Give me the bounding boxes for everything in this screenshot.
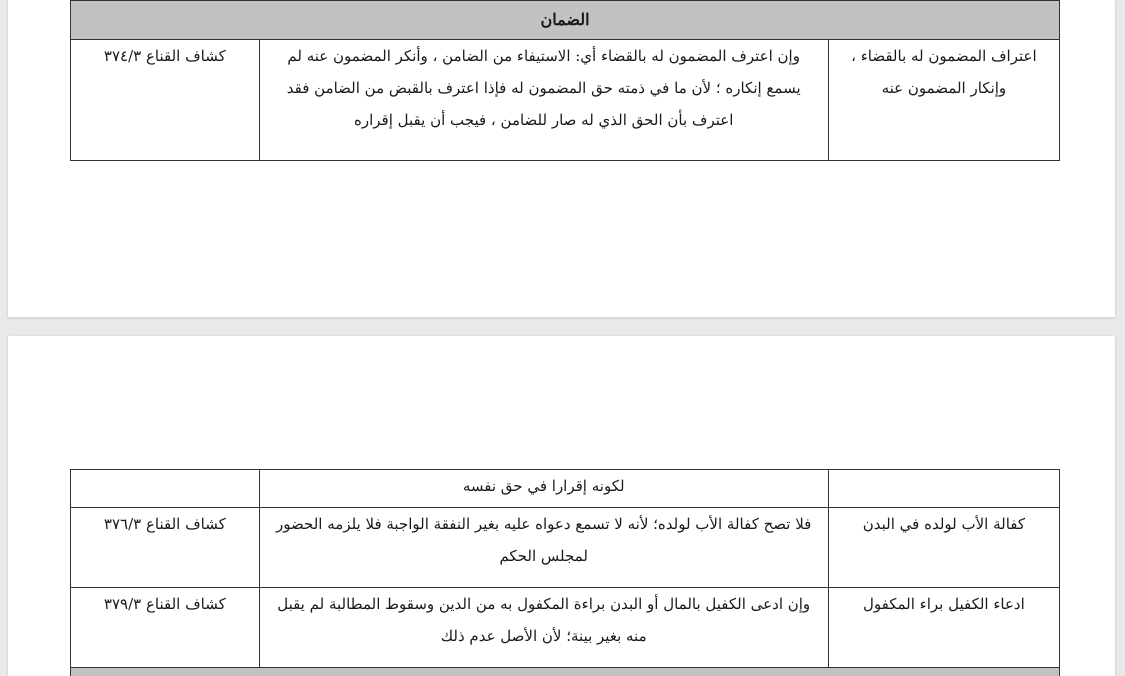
section-title: الضمان [71, 1, 1060, 40]
reference-cell: كشاف القناع ٣٧٩/٣ [71, 588, 260, 668]
rulings-table [70, 469, 1060, 676]
topic-cell: اعتراف المضمون له بالقضاء ، وإنكار المضمون عنه [828, 40, 1059, 161]
document-page-1 [8, 0, 1115, 317]
continuation-text-cell: لكونه إقرارا في حق نفسه [259, 470, 828, 508]
text-cell: وإن اعترف المضمون له بالقضاء أي: الاستيفاء من الضامن ، وأنكر المضمون عنه لم يسمع إنكاره ؛ لأن ما في ذمته حق المضمون له فإذا اعترف بالقبض من الضامن فقد اعترف بأن الحق الذي له صار للضامن ، فيجب أن يقبل إقراره [259, 40, 828, 161]
continuation-row [71, 470, 1060, 508]
table-row [71, 588, 1060, 668]
text-cell: فلا تصح كفالة الأب لولده؛ لأنه لا تسمع دعواه عليه بغير النفقة الواجبة فلا يلزمه الحضور لمجلس الحكم [259, 508, 828, 588]
document-page-2 [8, 336, 1115, 676]
topic-cell [828, 470, 1059, 508]
section-header-row [71, 1, 1060, 40]
reference-cell [71, 470, 260, 508]
section-header-stub [71, 668, 1060, 676]
text-cell: وإن ادعى الكفيل بالمال أو البدن براءة المكفول به من الدين وسقوط المطالبة لم يقبل منه بغير بينة؛ لأن الأصل عدم ذلك [259, 588, 828, 668]
reference-cell: كشاف القناع ٣٧٤/٣ [71, 40, 260, 161]
table-row [71, 40, 1060, 161]
rulings-table [70, 0, 1060, 161]
topic-cell: كفالة الأب لولده في البدن [828, 508, 1059, 588]
reference-cell: كشاف القناع ٣٧٦/٣ [71, 508, 260, 588]
topic-cell: ادعاء الكفيل براء المكفول [828, 588, 1059, 668]
table-row [71, 508, 1060, 588]
